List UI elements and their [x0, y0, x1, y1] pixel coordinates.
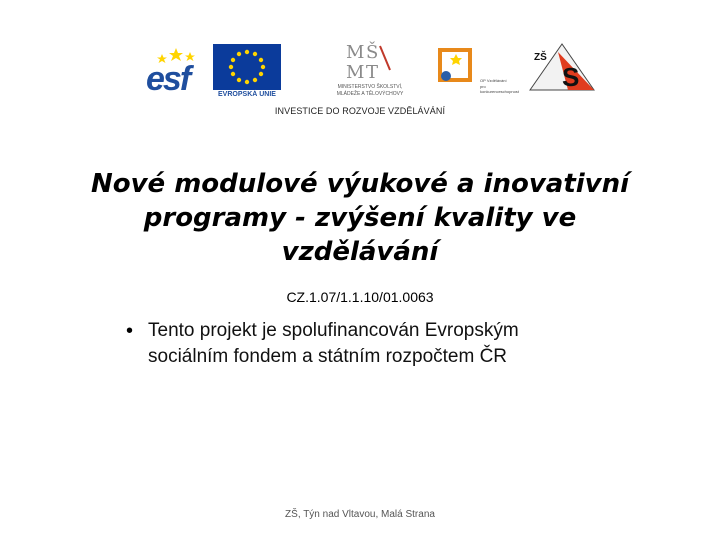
bullet-line-2: sociálním fondem a státním rozpočtem ČR [148, 346, 508, 367]
op-vk-emblem-icon [432, 42, 480, 90]
op-vk-logo [432, 38, 519, 100]
msmt-logo [325, 40, 415, 106]
bullet-text [148, 318, 606, 370]
esf-wordmark: esf [146, 60, 190, 98]
page-title [60, 167, 660, 269]
svg-text:Š: Š [366, 42, 379, 63]
project-code: CZ.1.07/1.1.10/01.0063 [286, 289, 434, 305]
eu-stars-circle-icon [213, 44, 281, 90]
svg-text:ZŠ: ZŠ [534, 52, 547, 63]
footer-text: ZŠ, Týn nad Vltavou, Malá Strana [285, 509, 435, 520]
msmt-line1: MINISTERSTVO ŠKOLSTVÍ, [337, 84, 403, 90]
title-line-1: Nové modulové výukové a inovativní [90, 169, 630, 199]
svg-text:M: M [346, 62, 365, 82]
eu-flag-icon [213, 44, 281, 90]
eu-label: EVROPSKÁ UNIE [218, 91, 276, 98]
esf-logo [146, 44, 208, 100]
title-line-3: vzdělávání [281, 237, 439, 267]
school-logo [528, 42, 598, 92]
investment-tagline: INVESTICE DO ROZVOJE VZDĚLÁVÁNÍ [274, 106, 446, 116]
msmt-line2: MLÁDEŽE A TĚLOVÝCHOVY [336, 91, 404, 97]
bullet-line-1: Tento projekt je spolufinancován Evropským [148, 320, 519, 341]
school-emblem-icon [528, 42, 598, 92]
op-text-line1: OP Vzdělávání [480, 78, 507, 83]
op-text-line2: pro konkurenceschopnost [480, 84, 519, 94]
svg-text:M: M [346, 42, 365, 63]
eu-flag-logo [211, 44, 283, 102]
svg-text:S: S [562, 62, 580, 92]
logo-strip [0, 0, 720, 110]
svg-text:T: T [366, 62, 379, 82]
msmt-emblem-icon [340, 40, 400, 82]
bullet-icon: • [126, 320, 134, 342]
title-line-2: programy - zvýšení kvality ve [143, 203, 577, 233]
